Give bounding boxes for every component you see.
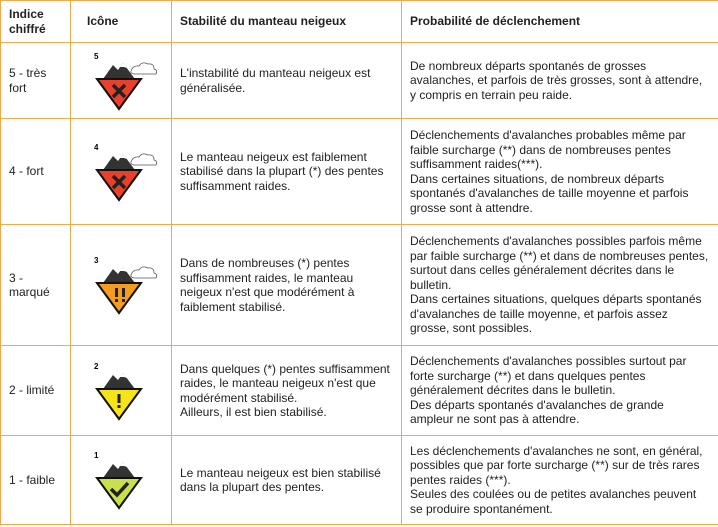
danger-icon-cell — [71, 225, 172, 346]
table-row — [1, 436, 718, 525]
danger-level-label: 1 - faible — [1, 436, 71, 525]
probability-text: Les déclenchements d'avalanches ne sont, en général, possibles que par forte surcharge (**) sur de très rares pentes raides (***). Seules des coulées ou de petites avalanches peuvent se produire spontanément. — [402, 436, 718, 525]
danger-icon-cell — [71, 119, 172, 225]
probability-text: De nombreux départs spontanés de grosses avalanches, et parfois de très grosses, sont à attendre, y compris en terrain peu raide. — [402, 43, 718, 119]
probability-text: Déclenchements d'avalanches probables même par faible surcharge (**) dans de nombreuses pentes suffisamment raides(***). Dans certaines situations, de nombreux départs spontanés d'avalanches de taille moyenne et parfois grosse sont à attendre. — [402, 119, 718, 225]
danger-level-label: 2 - limité — [1, 346, 71, 436]
stability-text: L'instabilité du manteau neigeux est généralisée. — [172, 43, 402, 119]
header-row — [1, 1, 718, 43]
stability-text: Le manteau neigeux est faiblement stabilisé dans la plupart (*) des pentes suffisamment raides. — [172, 119, 402, 225]
danger-level-label: 5 - très fort — [1, 43, 71, 119]
danger-level-label: 3 - marqué — [1, 225, 71, 346]
danger-level-2-icon — [85, 359, 163, 423]
danger-icon-cell — [71, 436, 172, 525]
header-probability: Probabilité de déclenchement — [402, 1, 718, 43]
table-row — [1, 346, 718, 436]
table-row — [1, 225, 718, 346]
table-row — [1, 119, 718, 225]
danger-level-number: 5 — [94, 51, 99, 61]
danger-level-number: 1 — [94, 451, 99, 460]
danger-level-number: 3 — [94, 256, 99, 265]
danger-icon-cell — [71, 346, 172, 436]
danger-level-number: 4 — [94, 142, 99, 152]
stability-text: Dans de nombreuses (*) pentes suffisamment raides, le manteau neigeux n'est que modérément à faiblement stabilisé. — [172, 225, 402, 346]
danger-level-4-icon — [85, 140, 163, 204]
header-stability: Stabilité du manteau neigeux — [172, 1, 402, 43]
header-index: Indice chiffré — [1, 1, 71, 43]
probability-text: Déclenchements d'avalanches possibles surtout par forte surcharge (**) et dans quelques pentes généralement décrites dans le bulletin. Des départs spontanés d'avalanches de grande ampleur ne sont pas à attendre. — [402, 346, 718, 436]
stability-text: Dans quelques (*) pentes suffisamment raides, le manteau neigeux n'est que modérément stabilisé. Ailleurs, il est bien stabilisé. — [172, 346, 402, 436]
table-row — [1, 43, 718, 119]
danger-level-3-icon — [85, 253, 163, 317]
danger-icon-cell — [71, 43, 172, 119]
header-icon: Icône — [71, 1, 172, 43]
danger-level-1-icon — [85, 448, 163, 512]
danger-level-number: 2 — [94, 361, 99, 371]
stability-text: Le manteau neigeux est bien stabilisé dans la plupart des pentes. — [172, 436, 402, 525]
probability-text: Déclenchements d'avalanches possibles parfois même par faible surcharge (**) et dans de nombreuses pentes, surtout dans celles généralement décrites dans le bulletin. Dans certaines situations, quelques départs spontanés d'avalanches de taille moyenne, et parfois assez grosse, sont possibles. — [402, 225, 718, 346]
danger-level-label: 4 - fort — [1, 119, 71, 225]
danger-level-5-icon — [85, 49, 163, 113]
